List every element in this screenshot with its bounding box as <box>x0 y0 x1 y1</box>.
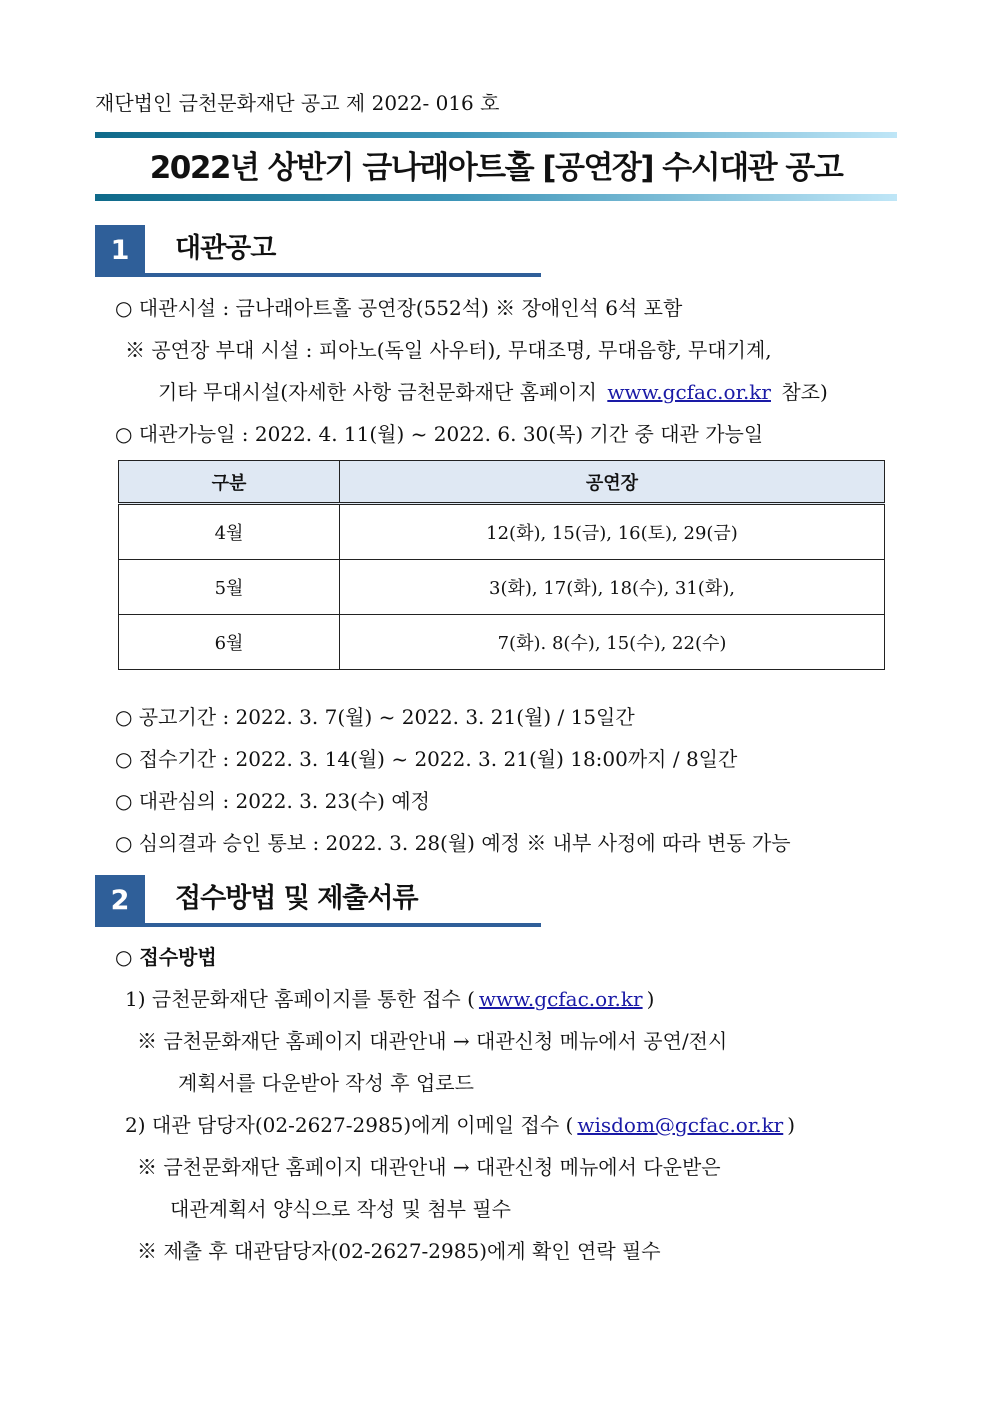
email-link[interactable]: wisdom@gcfac.or.kr <box>577 1113 784 1137</box>
dates-cell: 3(화), 17(화), 18(수), 31(화), <box>340 560 885 615</box>
section-title: 접수방법 및 제출서류 <box>175 883 418 914</box>
homepage-link[interactable]: www.gcfac.or.kr <box>607 380 771 404</box>
method-1-note: ※ 금천문화재단 홈페이지 대관안내 → 대관신청 메뉴에서 공연/전시 <box>137 1029 728 1053</box>
table-row <box>119 560 885 615</box>
method-1-suffix: ) <box>646 987 655 1011</box>
method-2 <box>125 1110 795 1140</box>
facility-note-suffix: 참조) <box>774 380 828 404</box>
section-title: 대관공고 <box>175 233 276 264</box>
page-title: 2022년 상반기 금나래아트홀 [공연장] 수시대관 공고 <box>149 150 843 186</box>
facility-note: ※ 공연장 부대 시설 : 피아노(독일 사우터), 무대조명, 무대음향, 무대기계, <box>125 338 772 362</box>
facility-note-text: 기타 무대시설(자세한 사항 금천문화재단 홈페이지 <box>158 380 604 404</box>
method-2-text: 2) 대관 담당자(02-2627-2985)에게 이메일 접수 ( <box>125 1113 574 1137</box>
month-cell: 5월 <box>119 560 340 615</box>
month-cell: 4월 <box>119 504 340 560</box>
section-number: 1 <box>95 225 145 277</box>
section-2-header <box>95 875 555 927</box>
facility-line: ○ 대관시설 : 금나래아트홀 공연장(552석) ※ 장애인석 6석 포함 <box>115 296 683 320</box>
document-number: 재단법인 금천문화재단 공고 제 2022- 016 호 <box>95 91 500 115</box>
method-1-text: 1) 금천문화재단 홈페이지를 통한 접수 ( <box>125 987 475 1011</box>
method-1 <box>125 984 654 1014</box>
title-top-bar <box>95 132 897 138</box>
homepage-link[interactable]: www.gcfac.or.kr <box>478 987 643 1011</box>
section-1-header <box>95 225 555 277</box>
title-bottom-bar <box>95 194 897 201</box>
available-dates-line: ○ 대관가능일 : 2022. 4. 11(월) ~ 2022. 6. 30(목) 기간 중 대관 가능일 <box>115 422 764 446</box>
section-underline <box>145 923 541 927</box>
method-1-note-cont: 계획서를 다운받아 작성 후 업로드 <box>178 1071 474 1095</box>
facility-note-cont <box>158 377 828 407</box>
approval-notice-line: ○ 심의결과 승인 통보 : 2022. 3. 28(월) 예정 ※ 내부 사정에 따라 변동 가능 <box>115 831 791 855</box>
dates-cell: 12(화), 15(금), 16(토), 29(금) <box>340 504 885 560</box>
section-number: 2 <box>95 875 145 927</box>
header-cell: 공연장 <box>340 461 885 504</box>
reception-period-line: ○ 접수기간 : 2022. 3. 14(월) ~ 2022. 3. 21(월) 18:00까지 / 8일간 <box>115 747 738 771</box>
notice-period-line: ○ 공고기간 : 2022. 3. 7(월) ~ 2022. 3. 21(월) / 15일간 <box>115 705 635 729</box>
confirmation-note: ※ 제출 후 대관담당자(02-2627-2985)에게 확인 연락 필수 <box>137 1239 661 1263</box>
method-2-note: ※ 금천문화재단 홈페이지 대관안내 → 대관신청 메뉴에서 다운받은 <box>137 1155 721 1179</box>
section-underline <box>145 273 541 277</box>
dates-cell: 7(화). 8(수), 15(수), 22(수) <box>340 615 885 670</box>
method-2-note-cont: 대관계획서 양식으로 작성 및 첨부 필수 <box>170 1197 511 1221</box>
month-cell: 6월 <box>119 615 340 670</box>
table-row <box>119 504 885 560</box>
table-header-row <box>119 461 885 504</box>
table-row <box>119 615 885 670</box>
reception-method-heading: ○ 접수방법 <box>115 945 217 969</box>
method-2-suffix: ) <box>787 1113 796 1137</box>
header-cell: 구분 <box>119 461 340 504</box>
review-line: ○ 대관심의 : 2022. 3. 23(수) 예정 <box>115 789 430 813</box>
available-dates-table <box>118 460 885 670</box>
